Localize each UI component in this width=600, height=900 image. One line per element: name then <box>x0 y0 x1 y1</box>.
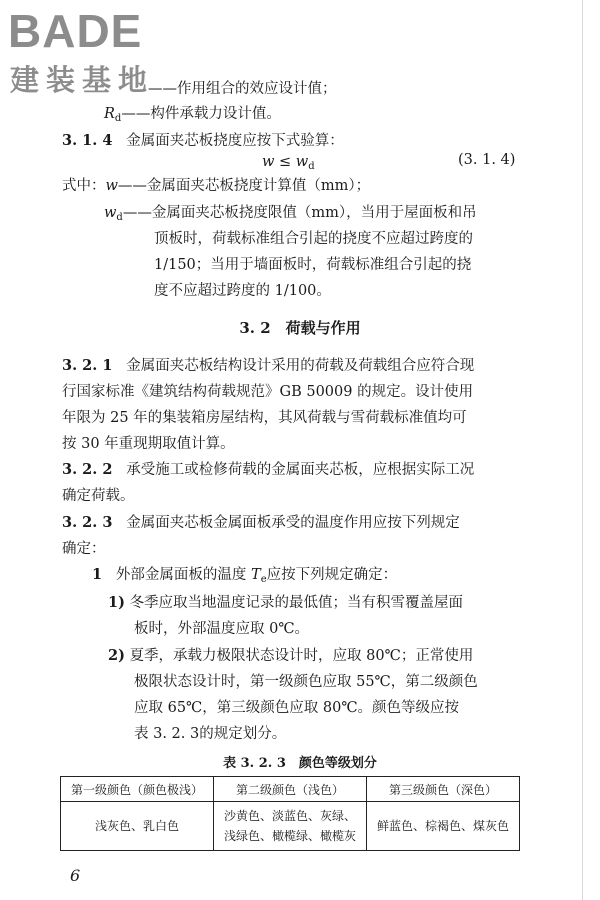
sub-item-2: 2) 夏季，承载力极限状态设计时，应取 80℃；正常使用 <box>108 647 474 664</box>
line-text: 确定： <box>62 541 106 557</box>
line-text: 顶板时，荷载标准组合引起的挠度不应超过跨度的 <box>154 231 473 247</box>
clause-number: 3. 2. 2 <box>62 461 113 478</box>
clause-number: 3. 2. 3 <box>62 514 113 531</box>
line-where-wd: $w_d——$金属面夹芯板挠度限值（mm），当用于屋面板和吊 <box>104 205 477 223</box>
table-cell: 鲜蓝色、棕褐色、煤灰色 <box>367 802 520 851</box>
list-item-1: 1 外部金属面板的温度 $T_e$应按下列规定确定： <box>92 566 398 585</box>
line-text: 度不应超过跨度的 1/100。 <box>154 283 331 299</box>
sub-item-1: 1) 冬季应取当地温度记录的最低值；当有积雪覆盖屋面 <box>108 594 464 611</box>
line-text: 按 30 年重现期取值计算。 <box>62 436 235 452</box>
equation-number: (3. 1. 4) <box>458 152 516 168</box>
table-cell: 浅灰色、乳白色 <box>61 802 214 851</box>
table-cell: 沙黄色、淡蓝色、灰绿、 浅绿色、橄榄绿、橄榄灰 <box>214 802 367 851</box>
clause-number: 3. 2. 1 <box>62 357 113 374</box>
table-title: 表 3. 2. 3 颜色等级划分 <box>223 756 377 771</box>
section-title: 3. 2 荷载与作用 <box>239 319 361 337</box>
table-header: 第二级颜色（浅色） <box>214 777 367 802</box>
line-text: 表 3. 2. 3的规定划分。 <box>134 726 287 742</box>
color-grade-table <box>60 776 520 851</box>
line-where-w: 式中：w——金属面夹芯板挠度计算值（mm）； <box>62 178 371 194</box>
symbol-r: R <box>104 106 115 122</box>
line-text: 行国家标准《建筑结构荷载规范》GB 50009 的规定。设计使用 <box>62 384 474 400</box>
line-action-effect: ——作用组合的效应设计值； <box>148 81 337 97</box>
line-text: 1/150；当用于墙面板时，荷载标准组合引起的挠 <box>154 257 472 273</box>
clause-number: 3. 1. 4 <box>62 132 113 149</box>
logo-subtitle: 建装基地 <box>10 63 155 97</box>
line-text: 年限为 25 年的集装箱房屋结构，其风荷载与雪荷载标准值均可 <box>62 410 467 426</box>
page-number: 6 <box>70 866 81 885</box>
line-text: 板时，外部温度应取 0℃。 <box>134 621 310 637</box>
table-header: 第一级颜色（颜色极浅） <box>61 777 214 802</box>
line-text: 应取 65℃，第三级颜色应取 80℃。颜色等级应按 <box>134 700 460 716</box>
line-text: 确定荷载。 <box>62 488 135 504</box>
clause-3-2-1: 3. 2. 1 金属面夹芯板结构设计采用的荷载及荷载组合应符合现 <box>62 357 475 374</box>
clause-3-2-2: 3. 2. 2 承受施工或检修荷载的金属面夹芯板，应根据实际工况 <box>62 461 475 478</box>
table-header: 第三级颜色（深色） <box>367 777 520 802</box>
line-text: 极限状态设计时，第一级颜色应取 55℃，第二级颜色 <box>134 674 478 690</box>
line-resistance: $R_d——$构件承载力设计值。 <box>104 106 281 124</box>
equation: $w \le w_d$ <box>262 154 315 172</box>
logo-brand: BADE <box>8 5 143 57</box>
table-row <box>61 802 520 851</box>
clause-3-1-4: 3. 1. 4 金属面夹芯板挠度应按下式验算： <box>62 132 344 149</box>
table-header-row <box>61 777 520 802</box>
clause-3-2-3: 3. 2. 3 金属面夹芯板金属面板承受的温度作用应按下列规定 <box>62 514 460 531</box>
